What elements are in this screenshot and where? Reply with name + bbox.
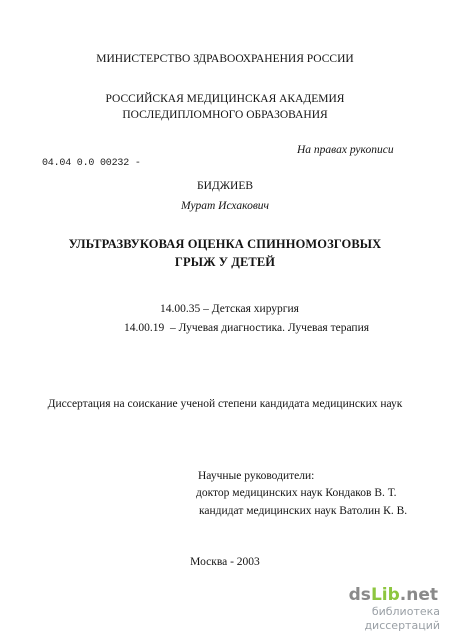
academy-heading-line1: РОССИЙСКАЯ МЕДИЦИНСКАЯ АКАДЕМИЯ <box>105 93 345 105</box>
watermark-logo-ds: ds <box>348 585 371 605</box>
supervisors-heading: Научные руководители: <box>198 470 315 482</box>
academy-heading-line2: ПОСЛЕДИПЛОМНОГО ОБРАЗОВАНИЯ <box>122 109 328 121</box>
watermark-logo-net: .net <box>399 585 438 605</box>
site-watermark <box>312 585 442 632</box>
supervisor-line: доктор медицинских наук Кондаков В. Т. <box>196 487 397 499</box>
ministry-heading: МИНИСТЕРСТВО ЗДРАВООХРАНЕНИЯ РОССИИ <box>96 53 354 65</box>
watermark-logo <box>349 585 438 605</box>
watermark-subtitle: библиотека диссертаций <box>364 605 440 632</box>
supervisor-line: кандидат медицинских наук Ватолин К. В. <box>199 505 408 517</box>
specialty-item: 14.00.35 – Детская хирургия <box>160 303 299 315</box>
watermark-logo-lib: Lib <box>370 585 400 605</box>
degree-statement: Диссертация на соискание ученой степени кандидата медицинских наук <box>47 398 403 410</box>
author-given-names: Мурат Исхакович <box>180 200 270 212</box>
specialty-item: 14.00.19 – Лучевая диагностика. Лучевая терапия <box>124 322 370 334</box>
dissertation-title-line1: УЛЬТРАЗВУКОВАЯ ОЦЕНКА СПИННОМОЗГОВЫХ <box>68 237 382 251</box>
author-surname: БИДЖИЕВ <box>196 180 254 192</box>
catalog-code: 04.04 0.0 00232 - <box>42 158 141 169</box>
rights-note: На правах рукописи <box>297 144 394 156</box>
dissertation-title-line2: ГРЫЖ У ДЕТЕЙ <box>174 255 276 269</box>
place-year: Москва - 2003 <box>190 556 260 568</box>
